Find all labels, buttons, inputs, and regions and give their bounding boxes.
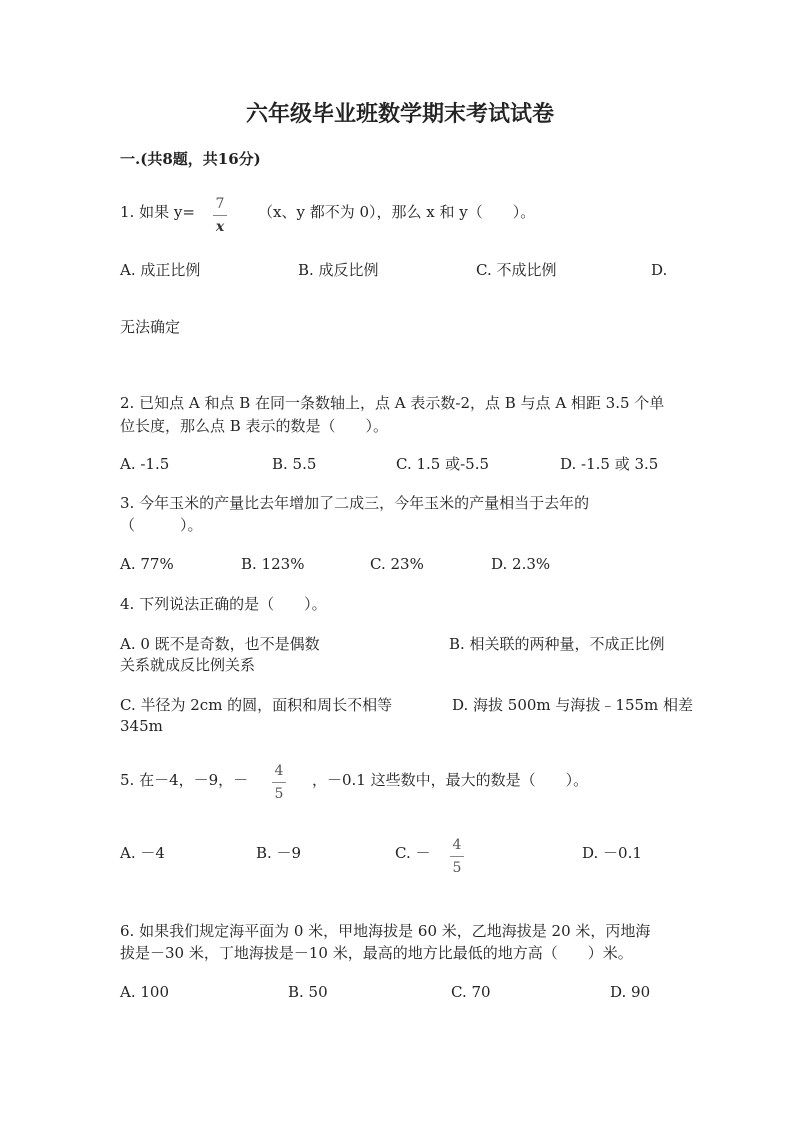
question-3-line-2: （ ）。 <box>120 516 203 534</box>
question-5-option-c-fraction <box>450 837 464 876</box>
question-5-prefix: 5. 在－4，－9，－ <box>120 771 249 789</box>
question-1-option-d-text: 无法确定 <box>120 318 181 336</box>
section-heading: 一.(共8题，共16分) <box>120 150 261 168</box>
question-3-option-b: B. 123% <box>241 555 305 573</box>
fraction-denominator: 5 <box>452 860 462 876</box>
question-4-option-b-cont: 关系就成反比例关系 <box>120 656 256 674</box>
question-6-option-a: A. 100 <box>120 983 169 1001</box>
question-3-option-d: D. 2.3% <box>491 555 551 573</box>
question-2-option-a: A. -1.5 <box>120 455 170 473</box>
fraction-denominator: 5 <box>274 786 284 802</box>
question-5-option-c: C. － <box>395 844 431 862</box>
question-3-option-c: C. 23% <box>370 555 424 573</box>
question-5-option-a: A. －4 <box>120 844 165 862</box>
question-6-option-c: C. 70 <box>451 983 491 1001</box>
question-1-option-c: C. 不成比例 <box>476 261 557 279</box>
question-1-suffix: （x、y 都不为 0），那么 x 和 y（ ）。 <box>258 203 536 221</box>
question-4-option-a: A. 0 既不是奇数，也不是偶数 <box>120 635 320 653</box>
fraction-bar <box>450 856 464 857</box>
question-5-option-b: B. －9 <box>256 844 302 862</box>
question-1-option-a: A. 成正比例 <box>120 261 201 279</box>
question-2-line-2: 位长度，那么点 B 表示的数是（ ）。 <box>120 417 389 435</box>
question-2-option-c: C. 1.5 或-5.5 <box>396 455 490 473</box>
question-5-fraction <box>272 763 286 802</box>
question-1-fraction <box>213 196 227 235</box>
question-2-line-1: 2. 已知点 A 和点 B 在同一条数轴上，点 A 表示数-2，点 B 与点 A 相距 3.5 个单 <box>120 394 665 412</box>
question-2-option-b: B. 5.5 <box>272 455 317 473</box>
question-1-option-b: B. 成反比例 <box>298 261 379 279</box>
question-5-option-d: D. －0.1 <box>582 844 642 862</box>
question-4-option-d-cont: 345m <box>120 717 163 735</box>
question-5-suffix: ，－0.1 这些数中，最大的数是（ ）。 <box>312 771 589 789</box>
fraction-numerator: 7 <box>215 196 225 212</box>
question-6-line-2: 拔是－30 米，丁地海拔是－10 米，最高的地方比最低的地方高（ ）米。 <box>120 944 633 962</box>
page-title: 六年级毕业班数学期末考试试卷 <box>245 101 554 127</box>
fraction-denominator: x <box>215 219 225 235</box>
question-1-option-d: D. <box>651 261 668 279</box>
fraction-bar <box>213 215 227 216</box>
question-4-stem: 4. 下列说法正确的是（ ）。 <box>120 595 327 613</box>
fraction-numerator: 4 <box>452 837 462 853</box>
question-6-line-1: 6. 如果我们规定海平面为 0 米，甲地海拔是 60 米，乙地海拔是 20 米，丙地海 <box>120 922 651 940</box>
question-4-option-b: B. 相关联的两种量，不成正比例 <box>449 635 665 653</box>
fraction-bar <box>272 782 286 783</box>
question-2-option-d: D. -1.5 或 3.5 <box>560 455 659 473</box>
question-6-option-b: B. 50 <box>288 983 328 1001</box>
question-4-option-d: D. 海拔 500m 与海拔﹣155m 相差 <box>452 696 694 714</box>
question-1-prefix: 1. 如果 y= <box>120 203 195 221</box>
question-4-option-c: C. 半径为 2cm 的圆，面积和周长不相等 <box>120 696 393 714</box>
fraction-numerator: 4 <box>274 763 284 779</box>
question-6-option-d: D. 90 <box>610 983 651 1001</box>
question-3-option-a: A. 77% <box>120 555 174 573</box>
question-3-line-1: 3. 今年玉米的产量比去年增加了二成三，今年玉米的产量相当于去年的 <box>120 494 590 512</box>
